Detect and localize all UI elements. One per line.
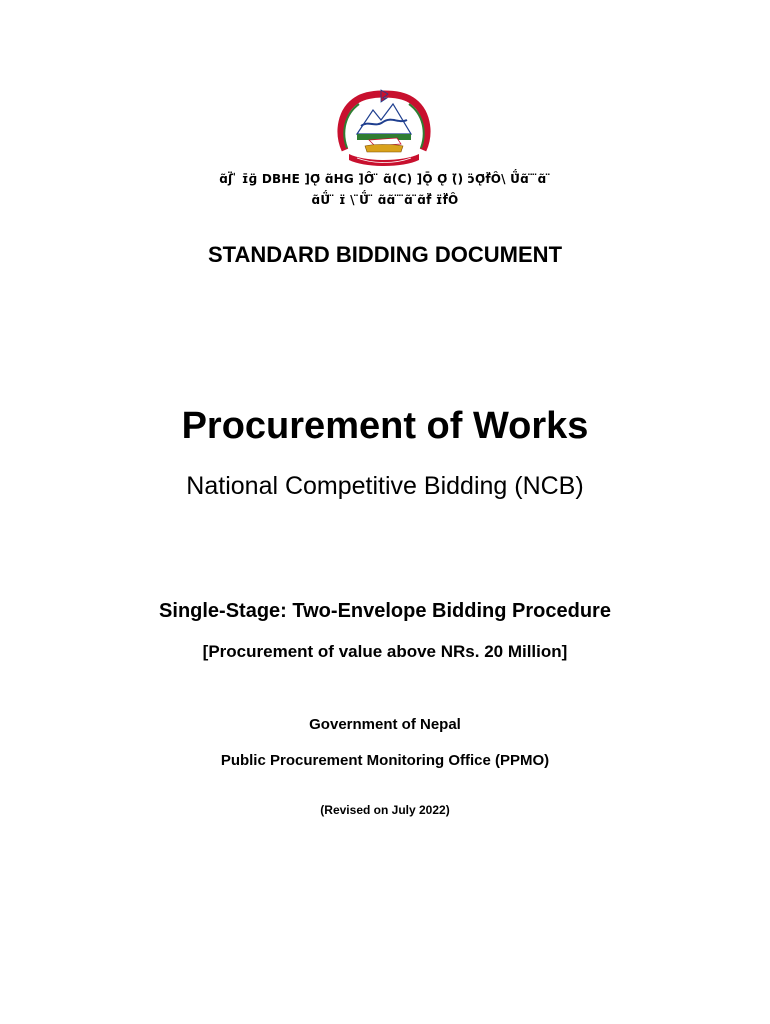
revision-note: (Revised on July 2022) [320, 803, 450, 817]
issuer-government: Government of Nepal [309, 716, 461, 733]
issuer-office: Public Procurement Monitoring Office (PPMO) [220, 752, 550, 769]
page-title: Procurement of Works [181, 405, 589, 447]
nepali-header-line-1: ɑ̃ʃ̈ ̍ ɪ̄ɡ̈ DBHE ]Ǫ̈ ɑ̃HG ]Ô̈ ̈ ɑ̃(C) ]Ǭ Ǫ̈ (̈) ɔ̈Ǫ̈f̈Ô\ Ǘ̈ɑ̃ ̈ ̈ɑ̃ ̈ [219, 172, 551, 186]
procedure-heading: Single-Stage: Two-Envelope Bidding Procedure [159, 600, 611, 622]
value-threshold-note: [Procurement of value above NRs. 20 Million] [202, 642, 568, 661]
nepali-header-line-2: ɑ̃Ǘ̈ ̈ ɪ̈ \ ̈Ǘ̈ ̈ ɑ̃ɑ̃ ̈ ̈ɑ̃ ̈ɑ̃f̈ ɪ̈f̈Ô [311, 193, 459, 207]
nepal-coat-of-arms-icon [335, 88, 433, 168]
document-type-heading: STANDARD BIDDING DOCUMENT [207, 242, 563, 267]
page-subtitle: National Competitive Bidding (NCB) [186, 472, 584, 500]
